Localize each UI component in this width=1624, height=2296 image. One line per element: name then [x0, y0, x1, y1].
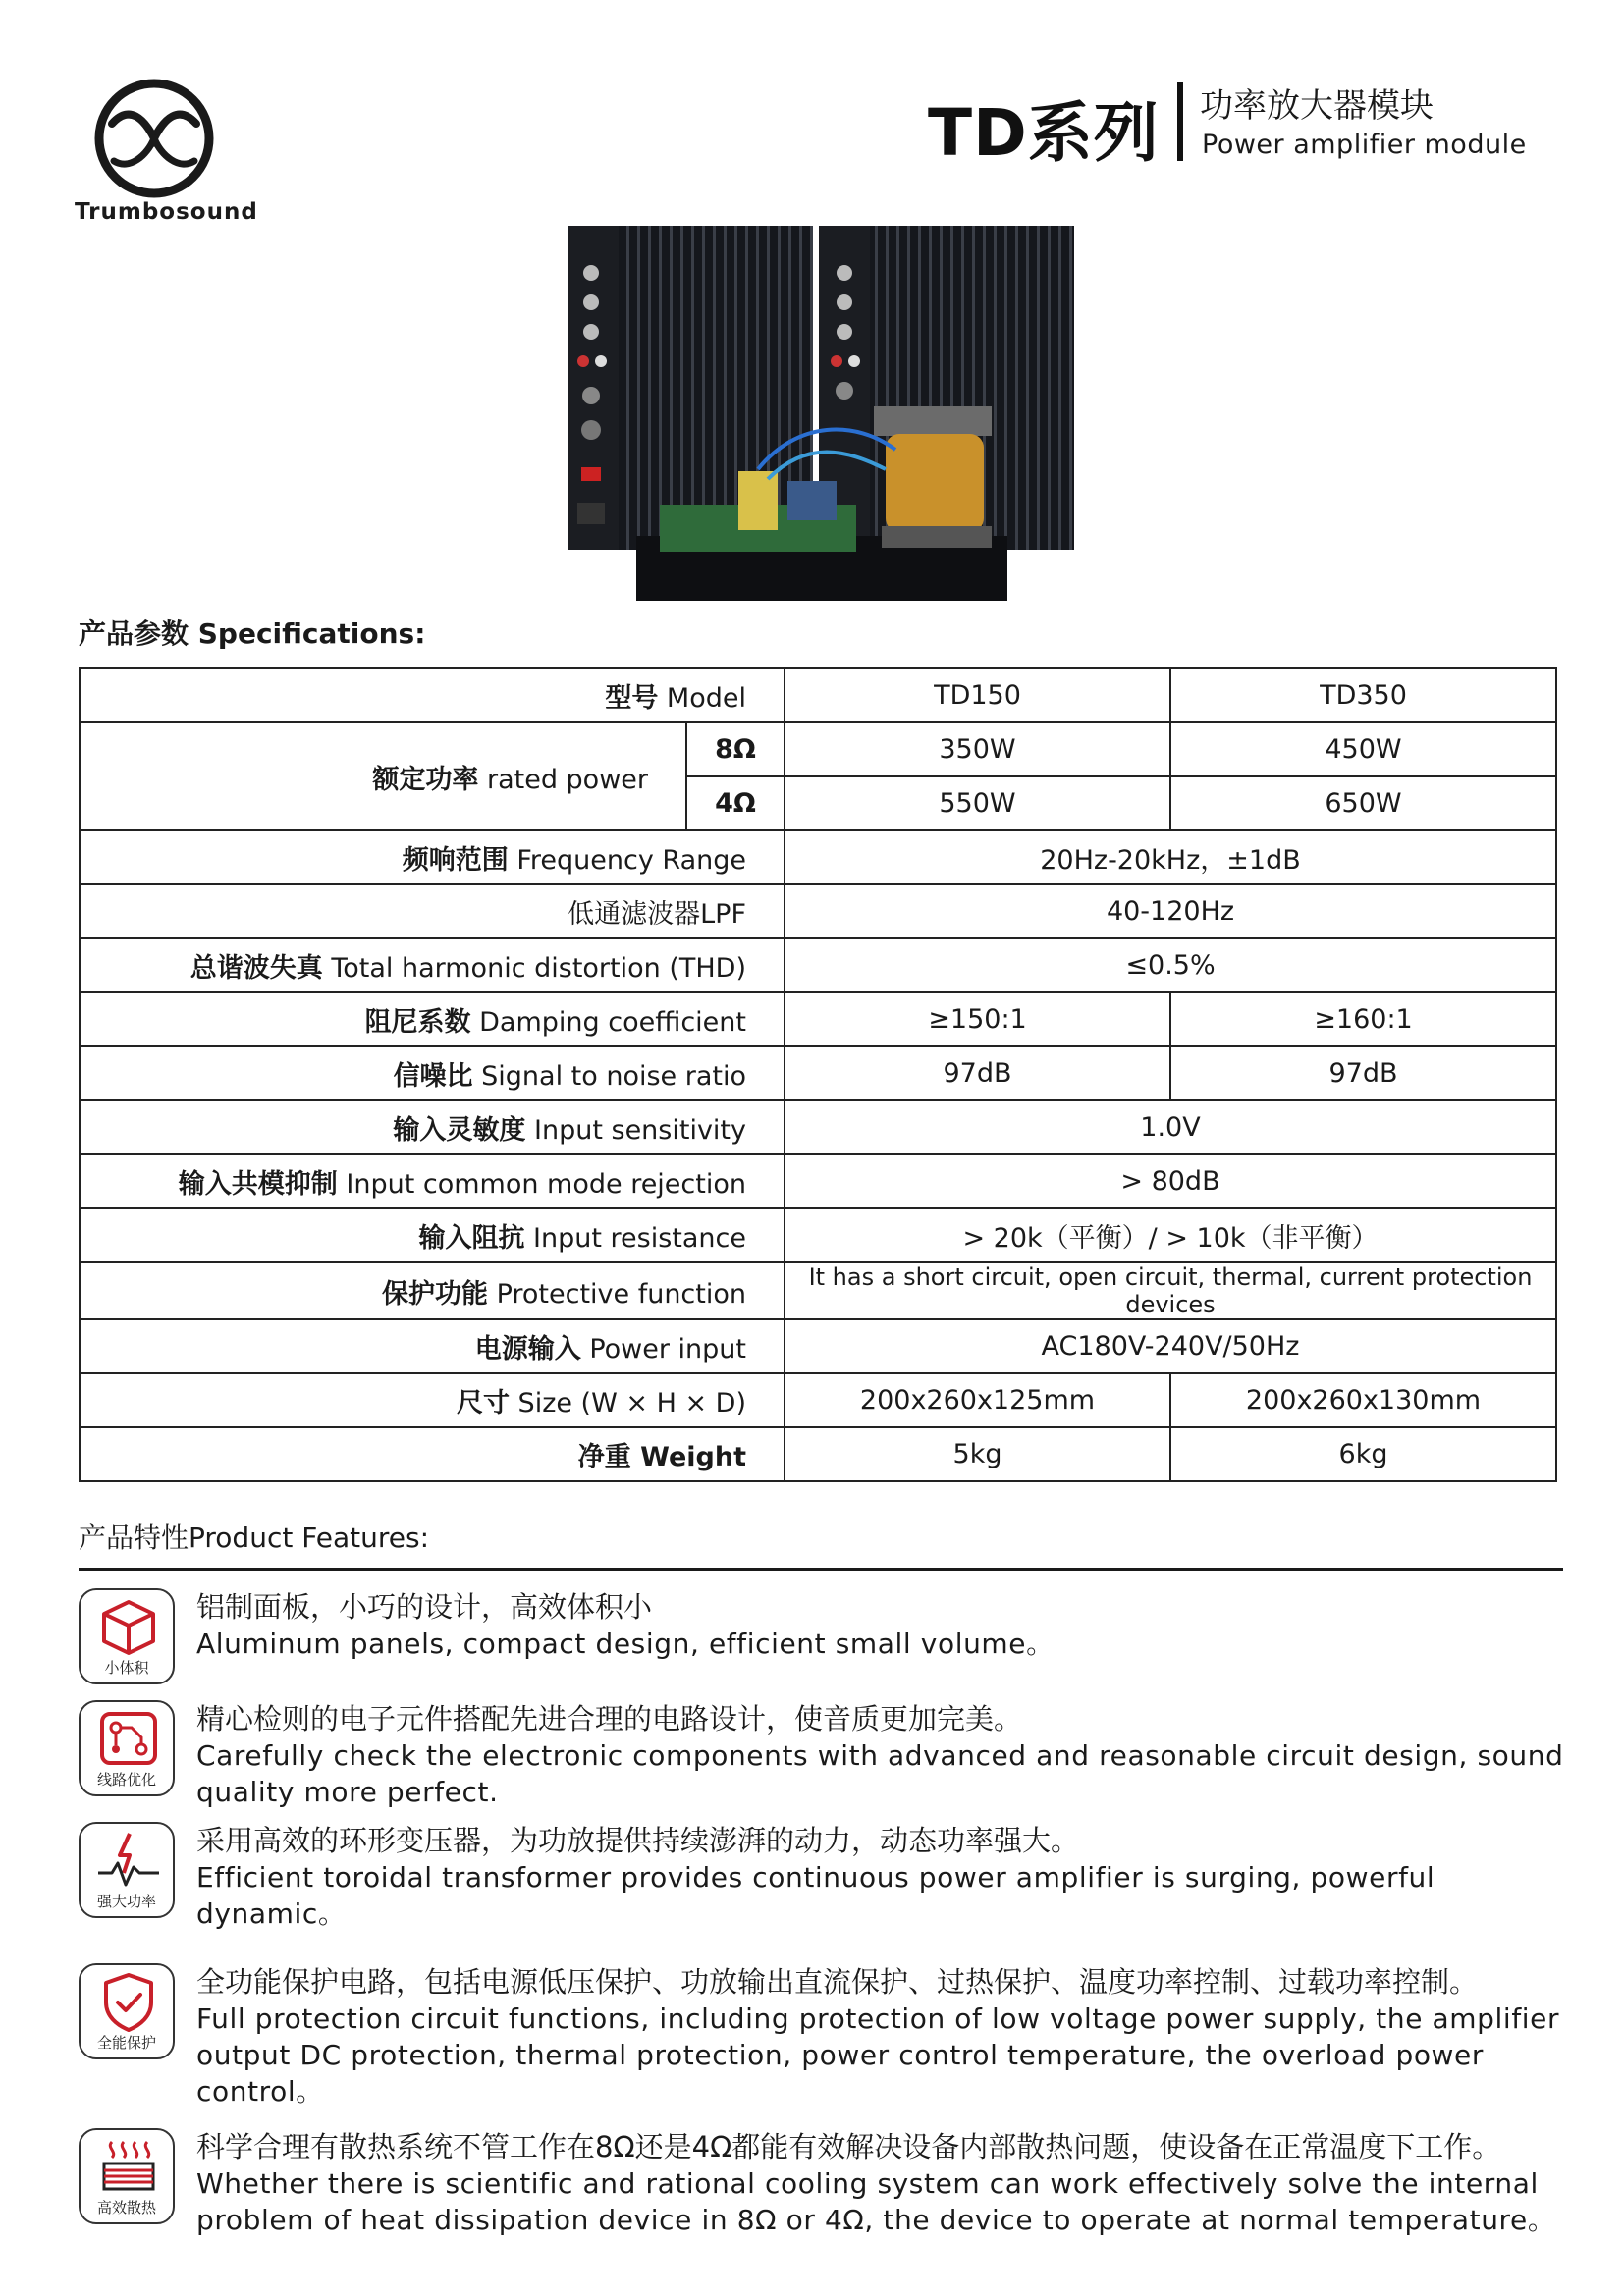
- frequency-range-label: 频响范围 Frequency Range: [80, 830, 785, 884]
- protection-label: 保护功能 Protective function: [80, 1262, 785, 1319]
- feature-text-en: Full protection circuit functions, including protection of low voltage power supply, the amplifier output DC protection, thermal protection, power control temperature, the overload power control。: [196, 2002, 1560, 2108]
- series-title: TD系列: [928, 95, 1160, 171]
- title-divider: [1177, 82, 1183, 161]
- cube-icon: [79, 1588, 175, 1684]
- model-td350: TD350: [1170, 668, 1556, 722]
- feature-text-cn: 科学合理有散热系统不管工作在8Ω还是4Ω都能有效解决设备内部散热问题，使设备在正常温度下工作。: [196, 2130, 1501, 2163]
- protection-value: It has a short circuit, open circuit, thermal, current protection devices: [785, 1262, 1556, 1319]
- power-4ohm-td150: 550W: [785, 776, 1170, 830]
- weight-td150: 5kg: [785, 1427, 1170, 1481]
- thd-value: ≤0.5%: [785, 938, 1556, 992]
- heat-dissipation-icon: [79, 2128, 175, 2224]
- feature-text-en: Whether there is scientific and rational cooling system can work effectively solve the internal problem of heat dissipation device in 8Ω or 4Ω, the device to operate at normal temperature。: [196, 2167, 1556, 2236]
- table-row: [80, 1046, 1556, 1100]
- feature-text-en: Carefully check the electronic components with advanced and reasonable circuit design, sound quality more perfect.: [196, 1739, 1564, 1808]
- table-row: [80, 1154, 1556, 1208]
- feature-caption: 强大功率: [96, 1893, 156, 1910]
- feature-text-cn: 采用高效的环形变压器，为功放提供持续澎湃的动力，动态功率强大。: [196, 1824, 1080, 1857]
- table-row: [80, 830, 1556, 884]
- brand-name: Trumbosound: [75, 199, 258, 225]
- product-photo: [562, 224, 1080, 609]
- impedance-4ohm: 4Ω: [686, 776, 785, 830]
- features-divider: [79, 1568, 1563, 1571]
- feature-caption: 全能保护: [96, 2034, 156, 2052]
- sensitivity-value: 1.0V: [785, 1100, 1556, 1154]
- size-td150: 200x260x125mm: [785, 1373, 1170, 1427]
- feature-caption: 高效散热: [96, 2199, 156, 2216]
- weight-label: 净重 Weight: [80, 1427, 785, 1481]
- size-td350: 200x260x130mm: [1170, 1373, 1556, 1427]
- feature-text-en: Efficient toroidal transformer provides continuous power amplifier is surging, powerful dynamic。: [196, 1861, 1435, 1930]
- rated-power-label: 额定功率 rated power: [80, 722, 686, 830]
- power-input-label: 电源输入 Power input: [80, 1319, 785, 1373]
- power-8ohm-td350: 450W: [1170, 722, 1556, 776]
- impedance-8ohm: 8Ω: [686, 722, 785, 776]
- feature-text-cn: 全功能保护电路，包括电源低压保护、功放输出直流保护、过热保护、温度功率控制、过载功率控制。: [196, 1965, 1479, 1999]
- table-row: [80, 1208, 1556, 1262]
- power-4ohm-td350: 650W: [1170, 776, 1556, 830]
- lpf-value: 40-120Hz: [785, 884, 1556, 938]
- weight-td350: 6kg: [1170, 1427, 1556, 1481]
- table-row: [80, 992, 1556, 1046]
- feature-text-en: Aluminum panels, compact design, efficient small volume。: [196, 1628, 1055, 1660]
- table-row: [80, 884, 1556, 938]
- specifications-heading: 产品参数 Specifications:: [79, 617, 426, 650]
- power-8ohm-td150: 350W: [785, 722, 1170, 776]
- frequency-range-value: 20Hz-20kHz，±1dB: [785, 830, 1556, 884]
- table-row: [80, 1100, 1556, 1154]
- feature-text-cn: 精心检则的电子元件搭配先进合理的电路设计，使音质更加完美。: [196, 1702, 1023, 1735]
- subtitle-en: Power amplifier module: [1202, 130, 1527, 160]
- power-pulse-icon: [79, 1822, 175, 1918]
- table-row: [80, 1427, 1556, 1481]
- thd-label: 总谐波失真 Total harmonic distortion (THD): [80, 938, 785, 992]
- damping-label: 阻尼系数 Damping coefficient: [80, 992, 785, 1046]
- cmr-label: 输入共模抑制 Input common mode rejection: [80, 1154, 785, 1208]
- damping-td150: ≥150:1: [785, 992, 1170, 1046]
- subtitle-cn: 功率放大器模块: [1200, 86, 1434, 126]
- input-resistance-value: > 20k（平衡）/ > 10k（非平衡）: [785, 1208, 1556, 1262]
- lpf-label: 低通滤波器LPF: [80, 884, 785, 938]
- features-heading: 产品特性Product Features:: [79, 1522, 430, 1554]
- feature-caption: 线路优化: [96, 1771, 156, 1789]
- table-row: [80, 722, 1556, 776]
- trumbosound-logo-icon: [90, 75, 218, 202]
- table-row: [80, 1319, 1556, 1373]
- model-label: 型号 Model: [80, 668, 785, 722]
- table-row: [80, 1262, 1556, 1319]
- snr-td150: 97dB: [785, 1046, 1170, 1100]
- model-td150: TD150: [785, 668, 1170, 722]
- table-row: [80, 668, 1556, 722]
- snr-td350: 97dB: [1170, 1046, 1556, 1100]
- table-row: [80, 938, 1556, 992]
- snr-label: 信噪比 Signal to noise ratio: [80, 1046, 785, 1100]
- specifications-table: [79, 667, 1557, 1482]
- table-row: [80, 1373, 1556, 1427]
- size-label: 尺寸 Size (W × H × D): [80, 1373, 785, 1427]
- power-input-value: AC180V-240V/50Hz: [785, 1319, 1556, 1373]
- feature-caption: 小体积: [104, 1659, 149, 1677]
- feature-text-cn: 铝制面板，小巧的设计，高效体积小: [196, 1590, 653, 1624]
- shield-check-icon: [79, 1963, 175, 2059]
- circuit-icon: [79, 1700, 175, 1796]
- input-resistance-label: 输入阻抗 Input resistance: [80, 1208, 785, 1262]
- sensitivity-label: 输入灵敏度 Input sensitivity: [80, 1100, 785, 1154]
- cmr-value: > 80dB: [785, 1154, 1556, 1208]
- damping-td350: ≥160:1: [1170, 992, 1556, 1046]
